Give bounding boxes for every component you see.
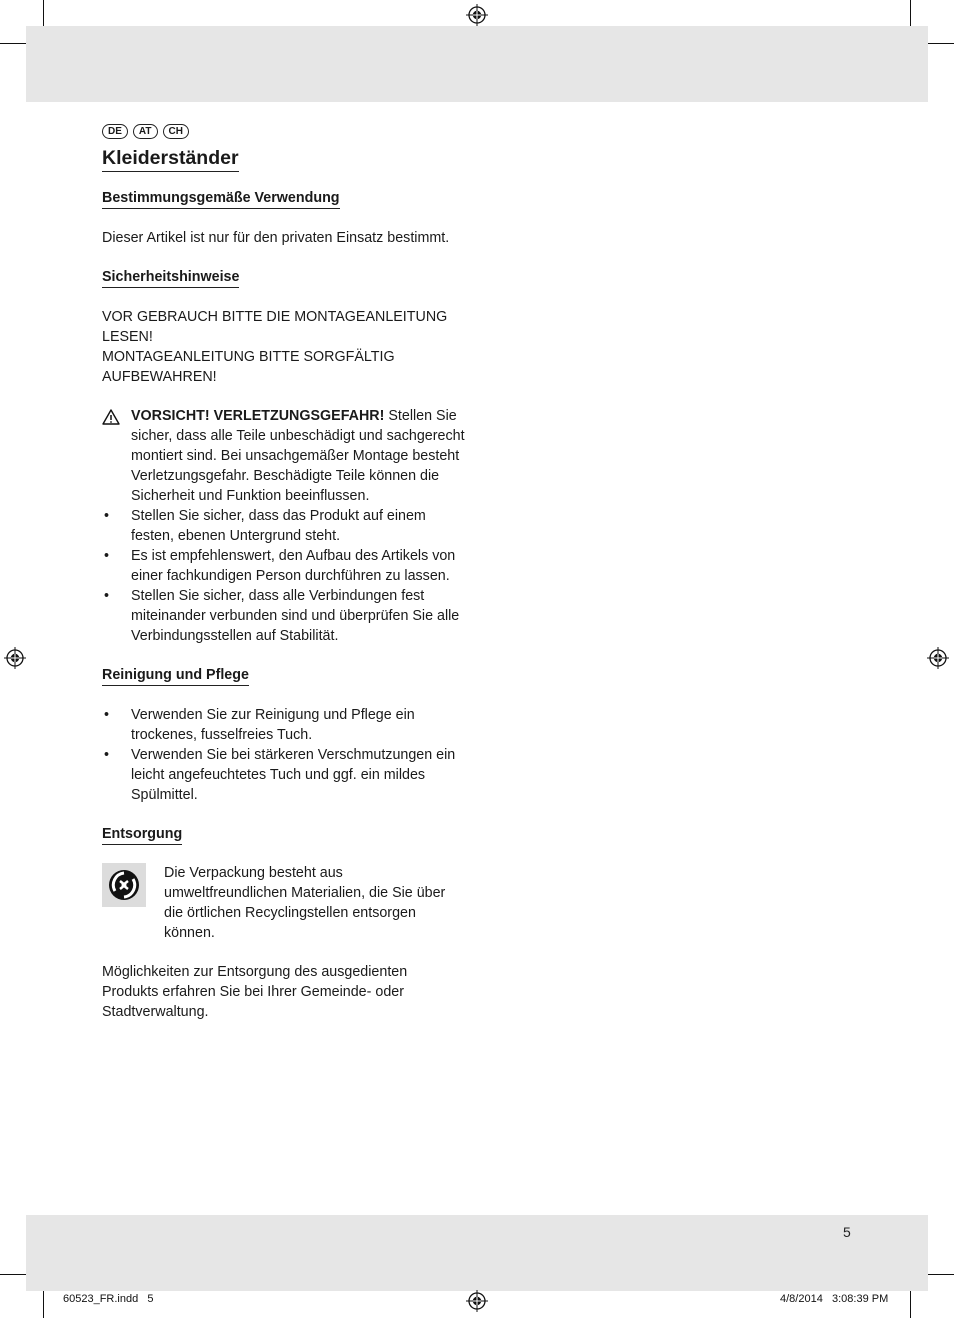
warning-bold-text: VORSICHT! VERLETZUNGSGEFAHR! (131, 408, 385, 424)
list-item: • Verwenden Sie bei stärkeren Verschmutzungen ein leicht angefeuchtetes Tuch und ggf. ein mildes Spülmittel. (102, 745, 467, 805)
registration-mark-icon (466, 1290, 488, 1312)
product-disposal-text: Möglichkeiten zur Entsorgung des ausgedienten Produkts erfahren Sie bei Ihrer Gemeinde- oder Stadtverwaltung. (102, 964, 408, 1020)
registration-mark-icon (927, 647, 949, 669)
list-item: • Stellen Sie sicher, dass alle Verbindungen fest miteinander verbunden sind und überprüfen Sie alle Verbindungsstellen auf Stabilität. (102, 586, 467, 646)
bottom-band (26, 1215, 928, 1291)
crop-mark (928, 1274, 954, 1275)
page-title: Kleiderständer (102, 146, 239, 172)
heading-intended-use: Bestimmungsgemäße Verwendung (102, 189, 340, 209)
heading-safety: Sicherheitshinweise (102, 268, 239, 288)
heading-disposal: Entsorgung (102, 825, 182, 845)
safety-caps-line-2: MONTAGEANLEITUNG BITTE SORGFÄLTIG AUFBEWAHREN! (102, 349, 395, 385)
crop-mark (43, 1291, 44, 1318)
crop-mark (910, 1291, 911, 1318)
heading-cleaning: Reinigung und Pflege (102, 666, 249, 686)
slug-timestamp: 4/8/2014 3:08:39 PM (780, 1293, 889, 1305)
crop-mark (910, 0, 911, 26)
registration-mark-icon (466, 4, 488, 26)
content-column (102, 124, 467, 1022)
page-number: 5 (843, 1224, 851, 1240)
country-badge-de: DE (102, 124, 128, 139)
registration-mark-icon (4, 647, 26, 669)
top-band (26, 26, 928, 102)
list-item: • Verwenden Sie zur Reinigung und Pflege ein trockenes, fusselfreies Tuch. (102, 705, 467, 745)
disposal-packaging-row (102, 863, 467, 943)
list-item: • Stellen Sie sicher, dass das Produkt auf einem festen, ebenen Untergrund steht. (102, 506, 467, 546)
country-badges (102, 124, 467, 141)
warning-triangle-icon (102, 409, 120, 425)
warning-text: Stellen Sie sicher, dass alle Teile unbeschädigt und sachgerecht montiert sind. Bei unsachgemäßer Montage besteht Verletzungsgefahr. Beschädigte Teile können die Sicherheit und Funktion beeinflussen. (131, 408, 465, 504)
list-item: • Es ist empfehlenswert, den Aufbau des Artikels von einer fachkundigen Person durchführen zu lassen. (102, 546, 467, 586)
safety-bullet-list (102, 506, 467, 646)
country-badge-ch: CH (163, 124, 189, 139)
cleaning-bullet-list (102, 705, 467, 805)
warning-block (102, 406, 467, 506)
recycling-green-dot-icon (102, 863, 146, 907)
safety-caps-line-1: VOR GEBRAUCH BITTE DIE MONTAGEANLEITUNG LESEN! (102, 309, 448, 345)
packaging-disposal-text: Die Verpackung besteht aus umweltfreundlichen Materialien, die Sie über die örtlichen Recyclingstellen entsorgen können. (164, 865, 446, 941)
crop-mark (43, 0, 44, 26)
crop-mark (928, 43, 954, 44)
crop-mark (0, 43, 26, 44)
intended-use-text: Dieser Artikel ist nur für den privaten Einsatz bestimmt. (102, 230, 450, 246)
crop-mark (0, 1274, 26, 1275)
country-badge-at: AT (133, 124, 158, 139)
slug-file-info: 60523_FR.indd 5 (63, 1293, 154, 1305)
